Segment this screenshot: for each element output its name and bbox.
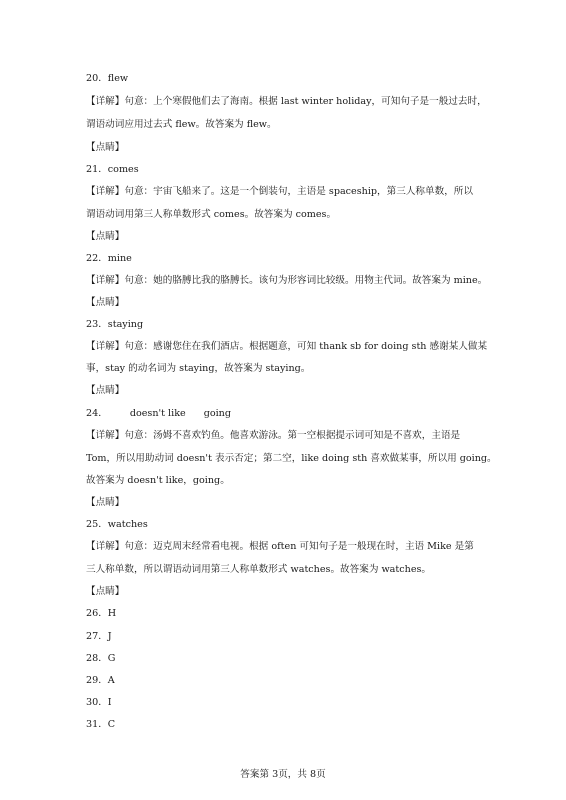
detail-23-line-1: 【详解】句意：感谢您住在我们酒店。根据题意，可知 thank sb for doing sth 感谢某人做某 <box>86 341 488 352</box>
answer-21: 21．comes <box>86 164 139 175</box>
answer-24 <box>86 407 231 421</box>
detail-20-line-1: 【详解】句意：上个寒假他们去了海南。根据 last winter holiday，可知句子是一般过去时， <box>86 96 487 107</box>
point-20: 【点睛】 <box>86 142 125 153</box>
answer-31: 31．C <box>86 719 116 730</box>
detail-25-line-2: 三人称单数，所以谓语动词用第三人称单数形式 watches。故答案为 watches。 <box>86 564 432 575</box>
answer-20: 20．flew <box>86 73 129 84</box>
point-24: 【点睛】 <box>86 497 125 508</box>
answer-22: 22．mine <box>86 253 132 264</box>
detail-21-line-1: 【详解】句意：宇宙飞船来了。这是一个倒装句，主语是 spaceship，第三人称单数，所以 <box>86 186 473 197</box>
detail-23-line-2: 事，stay 的动名词为 staying，故答案为 staying。 <box>86 363 311 374</box>
point-21: 【点睛】 <box>86 231 125 242</box>
answer-30: 30．I <box>86 697 112 708</box>
answer-24-blank-1: doesn't like <box>129 408 186 419</box>
page-footer: 答案第 3页，共 8页 <box>240 769 326 780</box>
detail-24-line-2: Tom，所以用助动词 doesn't 表示否定；第二空，like doing sth 喜欢做某事，所以用 going。 <box>86 453 497 464</box>
answer-28: 28．G <box>86 653 116 664</box>
detail-24-line-3: 故答案为 doesn't like，going。 <box>86 475 230 486</box>
answer-24-blank-2: going <box>203 408 231 419</box>
point-25: 【点睛】 <box>86 586 125 597</box>
answer-23: 23．staying <box>86 319 144 330</box>
detail-22-line-1: 【详解】句意：她的胳膊比我的胳膊长。该句为形容词比较级。用物主代词。故答案为 mine。 <box>86 275 488 286</box>
detail-21-line-2: 谓语动词用第三人称单数形式 comes。故答案为 comes。 <box>86 209 337 220</box>
answer-29: 29．A <box>86 675 115 686</box>
detail-20-line-2: 谓语动词应用过去式 flew。故答案为 flew。 <box>86 119 277 130</box>
answer-27: 27．J <box>86 631 112 642</box>
point-23: 【点睛】 <box>86 385 125 396</box>
detail-24-line-1: 【详解】句意：汤姆不喜欢钓鱼。他喜欢游泳。第一空根据提示词可知是不喜欢，主语是 <box>86 430 461 441</box>
answer-24-number: 24． <box>86 408 108 419</box>
answer-25: 25．watches <box>86 519 148 530</box>
point-22: 【点睛】 <box>86 297 125 308</box>
detail-25-line-1: 【详解】句意：迈克周末经常看电视。根据 often 可知句子是一般现在时，主语 Mike 是第 <box>86 541 474 552</box>
answer-26: 26．H <box>86 608 117 619</box>
